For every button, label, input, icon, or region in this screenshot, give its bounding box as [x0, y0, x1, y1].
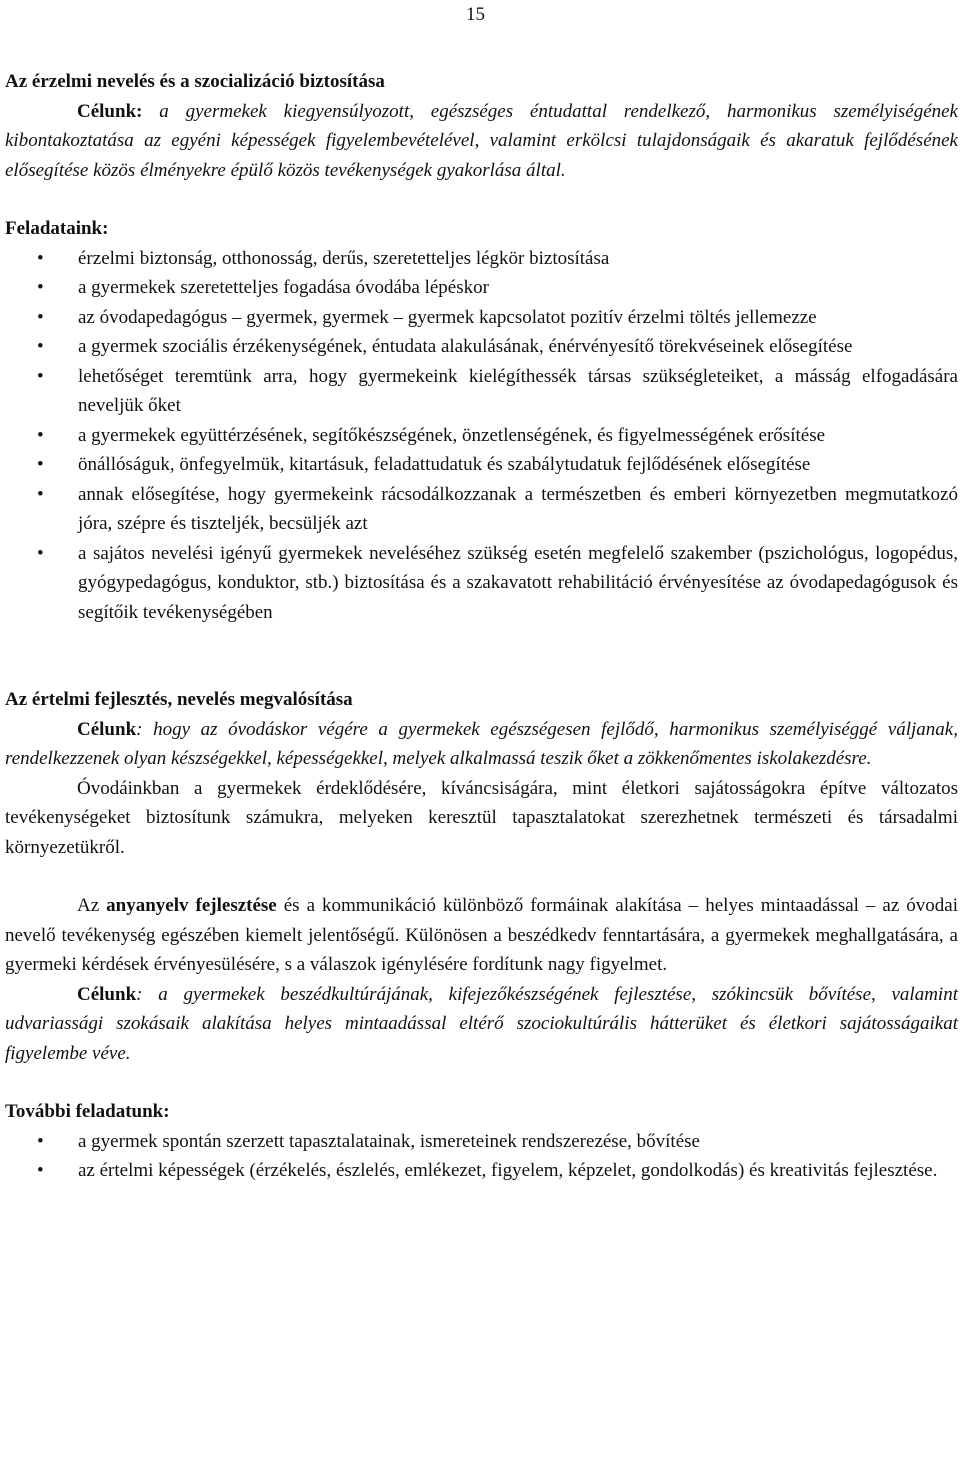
list-item-text: a gyermek szociális érzékenységének, éntudata alakulásának, énérvényesítő törekvéseinek elősegítése: [78, 336, 853, 357]
bullet-icon: •: [37, 247, 44, 269]
section-title: Az érzelmi nevelés és a szocializáció biztosítása: [5, 71, 385, 92]
section-title: Az értelmi fejlesztés, nevelés megvalósítása: [5, 689, 353, 710]
paragraph-prefix: Az: [77, 895, 107, 916]
bullet-icon: •: [37, 336, 44, 357]
tasks-list: [5, 244, 958, 628]
page-content: [5, 67, 958, 1186]
list-item-text: annak elősegítése, hogy gyermekeink rácsodálkozzanak a természetben és emberi környezetben megmutatkozó jóra, szépre és tiszteljék, becsüljék azt: [78, 483, 958, 534]
goal-paragraph: [5, 97, 958, 186]
bullet-icon: •: [37, 1160, 44, 1181]
section-emotional-education: [5, 67, 958, 627]
list-item: [5, 303, 958, 333]
list-item-text: az értelmi képességek (érzékelés, észlelés, emlékezet, figyelem, képzelet, gondolkodás) és kreativitás fejlesztése.: [78, 1160, 938, 1181]
list-item: [5, 273, 958, 303]
list-item-text: az óvodapedagógus – gyermek, gyermek – gyermek kapcsolatot pozitív érzelmi töltés jellemezze: [78, 306, 817, 328]
list-item: [5, 1127, 958, 1157]
list-item-text: a sajátos nevelési igényű gyermekek neveléséhez szükség esetén megfelelő szakember (pszichológus, logopédus, gyógypedagógus, konduktor, stb.) biztosítása és a szakavatott rehabilitáció érvényesítése az óvodapedagógusok és segítőik tevékenységében: [78, 542, 958, 623]
paragraph-emphasis: anyanyelv fejlesztése: [106, 895, 277, 916]
list-item-text: lehetőséget teremtünk arra, hogy gyermekeink kielégíthessék társas szükségleteiket, a másság elfogadására neveljük őket: [78, 365, 958, 416]
list-item-text: a gyermekek együttérzésének, segítőkészségének, önzetlenségének, és figyelmességének erősítése: [78, 424, 826, 446]
tasks-label: Feladataink:: [5, 218, 109, 239]
list-item: [5, 332, 958, 362]
goal-paragraph: [5, 980, 958, 1069]
bullet-icon: •: [37, 454, 44, 475]
bullet-icon: •: [37, 277, 44, 298]
bullet-icon: •: [37, 424, 44, 446]
page-number: 15: [466, 4, 485, 25]
goal-paragraph: [5, 715, 958, 774]
list-item-text: érzelmi biztonság, otthonosság, derűs, szeretetteljes légkör biztosítása: [78, 247, 610, 269]
goal-text: : a gyermekek beszédkultúrájának, kifejezőkészségének fejlesztése, szókincsük bővítése, valamint udvariassági szokásaik alakítása helyes mintaadással eltérő szociokultúrális hátterüket és életkori sajátosságaikat figyelembe véve.: [5, 983, 958, 1064]
list-item: [5, 362, 958, 421]
list-item-text: a gyermek spontán szerzett tapasztalatainak, ismereteinek rendszerezése, bővítése: [78, 1130, 700, 1152]
list-item: [5, 450, 958, 480]
list-item-text: önállóságuk, önfegyelmük, kitartásuk, feladattudatuk és szabálytudatuk fejlődésének elősegítése: [78, 454, 811, 475]
bullet-icon: •: [37, 365, 44, 387]
further-tasks-label: További feladatunk:: [5, 1101, 170, 1122]
goal-label: Célunk:: [77, 100, 143, 122]
bullet-icon: •: [37, 306, 44, 328]
goal-label: Célunk: [77, 718, 137, 740]
goal-label: Célunk: [77, 983, 137, 1005]
body-paragraph: Óvodáinkban a gyermekek érdeklődésére, kíváncsiságára, mint életkori sajátosságokra építve változatos tevékenységeket biztosítunk számukra, melyeken keresztül tapasztalatokat szerezhetnek természeti és társadalmi környezetükről.: [5, 777, 958, 858]
further-tasks-list: [5, 1127, 958, 1186]
list-item: [5, 1156, 958, 1186]
list-item: [5, 539, 958, 628]
goal-text: : hogy az óvodáskor végére a gyermekek egészségesen fejlődő, harmonikus személyiséggé váljanak, rendelkezzenek olyan készségekkel, képességekkel, melyek alkalmassá teszik őket a zökkenőmentes iskolakezdésre.: [5, 718, 958, 769]
bullet-icon: •: [37, 542, 44, 564]
list-item: [5, 480, 958, 539]
bullet-icon: •: [37, 1130, 44, 1152]
paragraph-rest: és a kommunikáció különböző formáinak alakítása – helyes mintaadással – az óvodai nevelő tevékenység egészében kiemelt jelentőségű. Különösen a beszédkedv fenntartására, a gyermekek meghallgatására, a gyermeki kérdések érvényesülésére, s a válaszok igénylésére fordítunk nagy figyelmet.: [5, 895, 959, 975]
goal-text: a gyermekek kiegyensúlyozott, egészséges éntudattal rendelkező, harmonikus személyiségének kibontakoztatása az egyéni képességek figyelembevételével, valamint erkölcsi tulajdonságaik és akaratuk fejlődésének elősegítése közös élményekre épülő közös tevékenységek gyakorlása által.: [5, 100, 958, 181]
body-paragraph: [5, 891, 958, 980]
bullet-icon: •: [37, 483, 44, 505]
section-intellectual-development: [5, 685, 958, 1186]
list-item: [5, 421, 958, 451]
list-item: [5, 244, 958, 274]
list-item-text: a gyermekek szeretetteljes fogadása óvodába lépéskor: [78, 277, 489, 298]
